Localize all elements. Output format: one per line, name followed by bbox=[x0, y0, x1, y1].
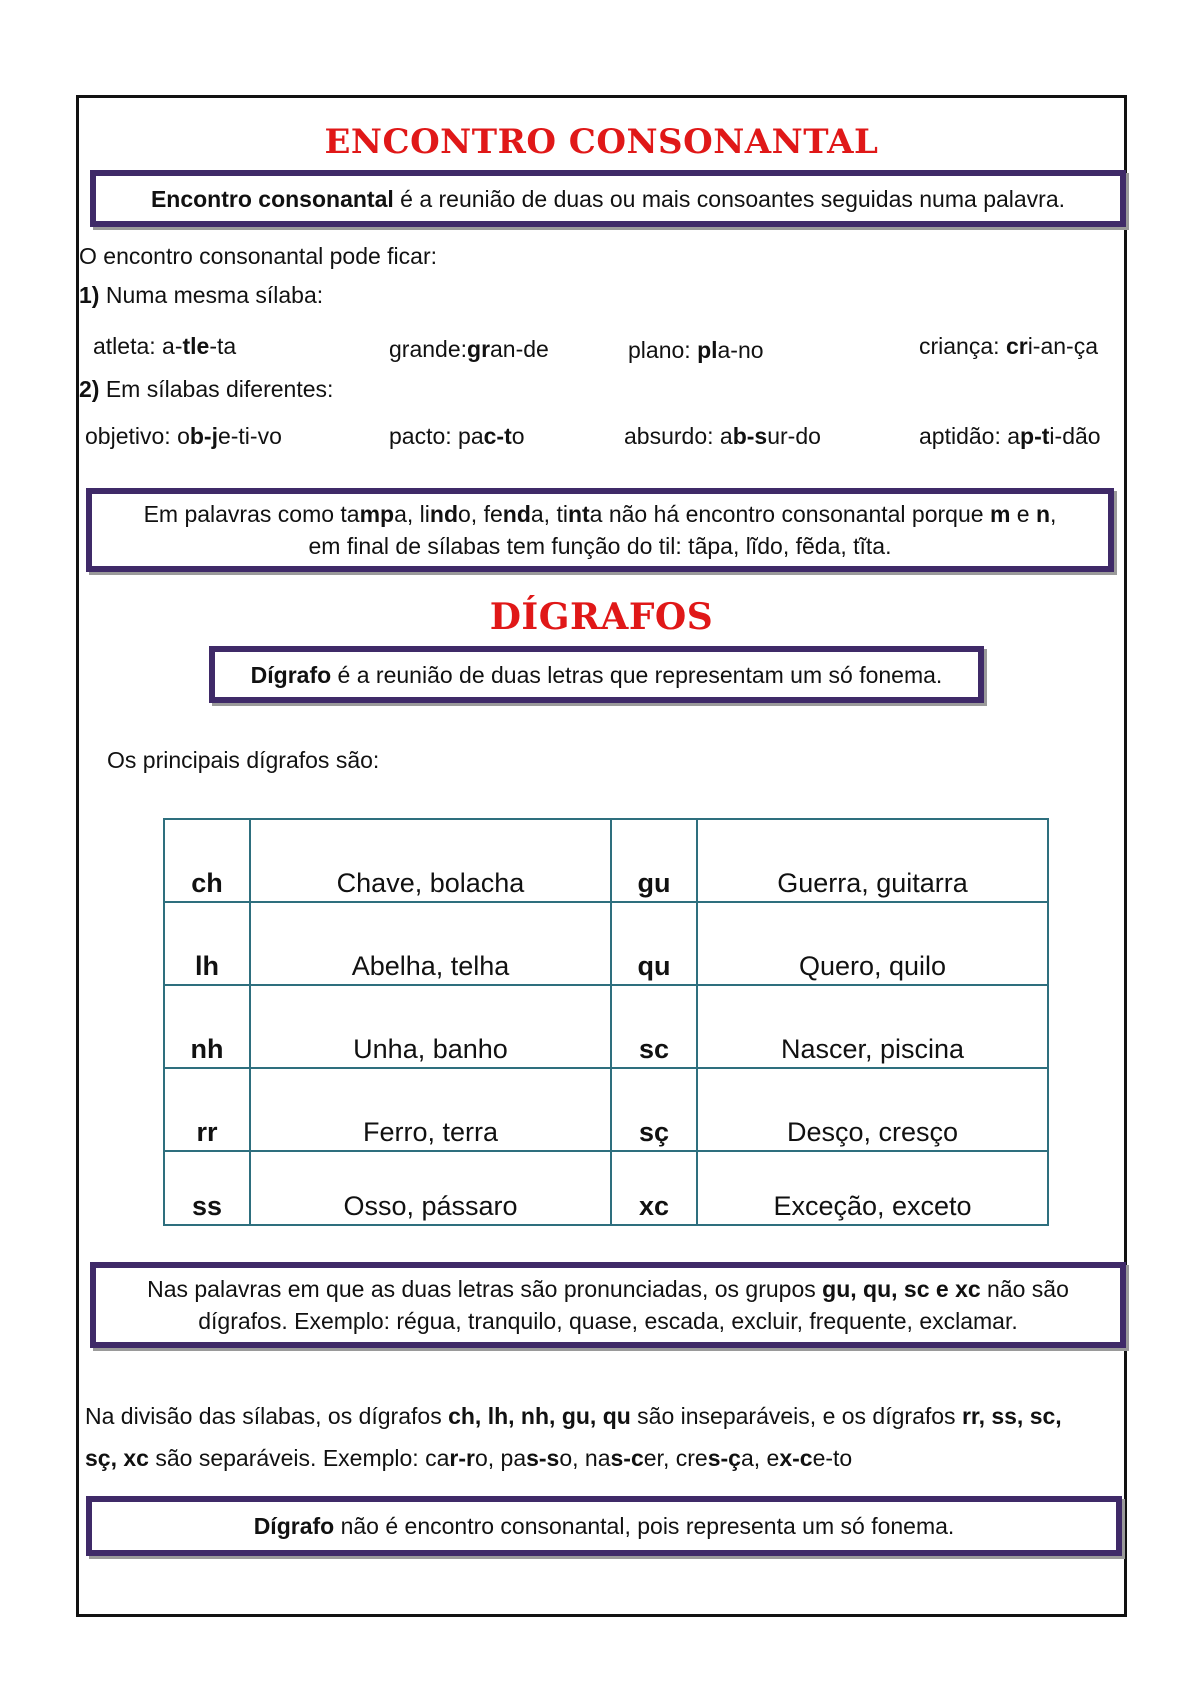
case-label: Numa mesma sílaba: bbox=[99, 282, 324, 308]
definition-term: Encontro consonantal bbox=[150, 185, 394, 212]
example-cell: Guerra, guitarra bbox=[697, 819, 1048, 902]
division-paragraph bbox=[85, 1395, 1115, 1479]
example-objetivo: objetivo: ob-je-ti-vo bbox=[85, 423, 282, 449]
table-row bbox=[164, 819, 1048, 902]
example-cell: Abelha, telha bbox=[250, 902, 611, 985]
note-line-1: Nas palavras em que as duas letras são pronunciadas, os grupos gu, qu, sc e xc não são bbox=[147, 1276, 1069, 1302]
example-cell: Exceção, exceto bbox=[697, 1151, 1048, 1225]
table-row bbox=[164, 902, 1048, 985]
example-cell: Quero, quilo bbox=[697, 902, 1048, 985]
table-row bbox=[164, 1068, 1048, 1151]
digraph-table bbox=[163, 818, 1049, 1226]
definition-term: Dígrafo bbox=[250, 661, 332, 688]
case-number: 2) bbox=[79, 376, 100, 402]
example-cell: Ferro, terra bbox=[250, 1068, 611, 1151]
example-cell: Osso, pássaro bbox=[250, 1151, 611, 1225]
definition-term: Dígrafo bbox=[253, 1513, 335, 1539]
definition-text: não é encontro consonantal, pois representa um só fonema. bbox=[334, 1513, 955, 1539]
case-diff-syllable-heading bbox=[79, 374, 333, 404]
digraph-cell: sc bbox=[611, 985, 697, 1068]
example-crianca: criança: cri-an-ça bbox=[919, 333, 1098, 359]
example-cell: Desço, cresço bbox=[697, 1068, 1048, 1151]
note-box-nasal bbox=[86, 488, 1114, 572]
digraph-cell: gu bbox=[611, 819, 697, 902]
example-atleta: atleta: a-tle-ta bbox=[93, 333, 237, 359]
example-absurdo: absurdo: ab-sur-do bbox=[624, 423, 821, 449]
example-cell: Chave, bolacha bbox=[250, 819, 611, 902]
example-plano: plano: pla-no bbox=[628, 337, 764, 363]
case-number: 1) bbox=[79, 282, 100, 308]
table-row bbox=[164, 985, 1048, 1068]
definition-text: é a reunião de duas letras que representam um só fonema. bbox=[331, 661, 943, 688]
digraph-cell: rr bbox=[164, 1068, 250, 1151]
table-row bbox=[164, 1151, 1048, 1225]
definition-box-consonantal bbox=[90, 170, 1126, 227]
title-digrafos: DÍGRAFOS bbox=[489, 596, 714, 638]
note-line-1: Em palavras como tampa, lindo, fenda, tinta não há encontro consonantal porque m e n, bbox=[143, 501, 1057, 527]
note-box-pronounced bbox=[90, 1262, 1126, 1348]
title-encontro-consonantal: ENCONTRO CONSONANTAL bbox=[324, 122, 879, 162]
digraph-cell: xc bbox=[611, 1151, 697, 1225]
example-aptidao: aptidão: ap-ti-dão bbox=[919, 423, 1101, 449]
digraph-cell: nh bbox=[164, 985, 250, 1068]
example-pacto: pacto: pac-to bbox=[389, 423, 525, 449]
note-line-2: dígrafos. Exemplo: régua, tranquilo, quase, escada, excluir, frequente, exclamar. bbox=[198, 1308, 1018, 1334]
division-line-1: Na divisão das sílabas, os dígrafos ch, lh, nh, gu, qu são inseparáveis, e os dígrafos rr, ss, sc, bbox=[85, 1403, 1062, 1429]
case-label: Em sílabas diferentes: bbox=[99, 376, 334, 402]
digraph-cell: lh bbox=[164, 902, 250, 985]
example-cell: Unha, banho bbox=[250, 985, 611, 1068]
case-same-syllable-heading bbox=[79, 280, 323, 310]
digraph-cell: sç bbox=[611, 1068, 697, 1151]
principal-digrafos-label: Os principais dígrafos são: bbox=[107, 747, 380, 773]
example-grande: grande:gran-de bbox=[389, 336, 549, 362]
definition-box-digrafo-fonema bbox=[86, 1496, 1122, 1556]
digraph-cell: ch bbox=[164, 819, 250, 902]
example-cell: Nascer, piscina bbox=[697, 985, 1048, 1068]
digraph-cell: qu bbox=[611, 902, 697, 985]
definition-box-digrafo bbox=[209, 646, 984, 703]
digraph-cell: ss bbox=[164, 1151, 250, 1225]
intro-text: O encontro consonantal pode ficar: bbox=[79, 243, 438, 269]
definition-text: é a reunião de duas ou mais consoantes seguidas numa palavra. bbox=[393, 185, 1066, 212]
note-line-2: em final de sílabas tem função do til: tãpa, lĩdo, fẽda, tĩta. bbox=[308, 533, 892, 559]
division-line-2: sç, xc são separáveis. Exemplo: car-ro, pas-so, nas-cer, cres-ça, ex-ce-to bbox=[85, 1445, 853, 1471]
